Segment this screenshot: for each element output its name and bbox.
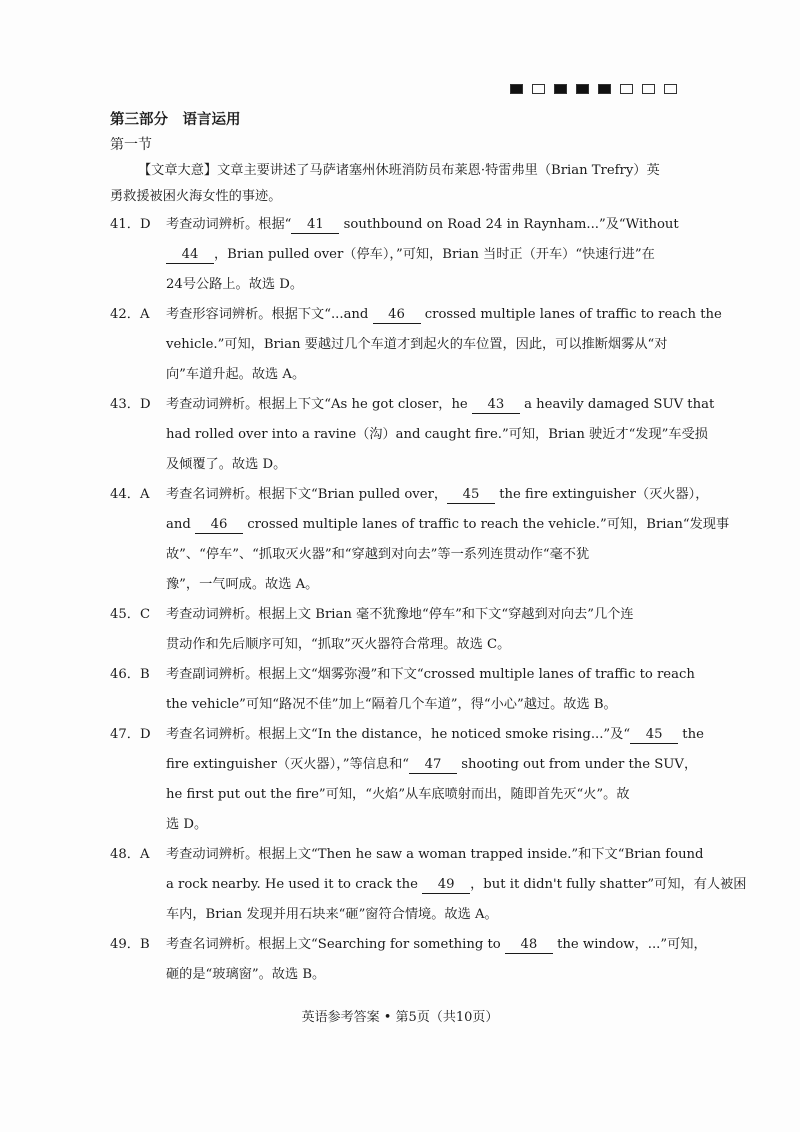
answer-line <box>110 630 692 660</box>
blank-number: 44 <box>166 247 214 264</box>
question-number: 44．A <box>110 487 150 502</box>
explanation-text: 豫”，一气呵成。故选 A。 <box>166 577 319 592</box>
explanation-text: 考查副词辨析。根据上文“烟雾弥漫”和下文“crossed multiple lanes of traffic to reach <box>166 667 695 682</box>
page-footer: 英语参考答案 • 第5页（共10页） <box>301 1010 499 1025</box>
answer-line <box>110 210 692 240</box>
answer-item <box>110 930 707 990</box>
page-progress-marks <box>510 84 677 94</box>
explanation-text: 车内，Brian 发现并用石块来“砸”窗符合情境。故选 A。 <box>166 907 498 922</box>
answer-line <box>110 390 715 420</box>
explanation-text: crossed multiple lanes of traffic to reach the <box>420 307 722 322</box>
explanation-text: shooting out from under the SUV， <box>457 757 698 772</box>
blank-number: 48 <box>505 937 553 954</box>
explanation-text: 24号公路上。故选 D。 <box>166 277 304 292</box>
explanation-text: southbound on Road 24 in Raynham...”及“Without <box>339 217 679 232</box>
article-summary <box>110 158 692 210</box>
explanation-text: ，but it didn't fully shatter”可知，有人被困 <box>470 877 747 892</box>
explanation-text: the vehicle”可知“路况不佳”加上“隔着几个车道”，得“小心”越过。故选 B。 <box>166 697 617 712</box>
filled-square-mark <box>598 84 611 94</box>
question-number: 48．A <box>110 847 150 862</box>
answer-line <box>110 960 692 990</box>
answer-line <box>110 750 698 780</box>
answer-item <box>110 480 730 600</box>
answer-line <box>110 510 730 540</box>
question-number: 42．A <box>110 307 150 322</box>
answer-line <box>110 870 747 900</box>
filled-square-mark <box>510 84 523 94</box>
answer-line <box>110 270 692 300</box>
answer-line <box>110 330 692 360</box>
filled-square-mark <box>554 84 567 94</box>
answer-item <box>110 210 692 300</box>
answer-list <box>110 210 747 990</box>
blank-number: 47 <box>409 757 457 774</box>
explanation-text: 及倾覆了。故选 D。 <box>166 457 287 472</box>
explanation-text: 考查名词辨析。根据上文“In the distance，he noticed smoke rising...”及“ <box>166 727 631 742</box>
blank-number: 45 <box>447 487 495 504</box>
explanation-text: vehicle.”可知，Brian 要越过几个车道才到起火的车位置，因此，可以推断烟雾从“对 <box>166 337 668 352</box>
explanation-text: the window，...”可知， <box>552 937 707 952</box>
explanation-text: had rolled over into a ravine（沟）and caught fire.”可知，Brian 驶近才“发现”车受损 <box>166 427 708 442</box>
question-number: 45．C <box>110 607 151 622</box>
explanation-text: the fire extinguisher（灭火器）， <box>495 487 709 502</box>
answer-line <box>110 840 704 870</box>
answer-line <box>110 450 692 480</box>
answer-item <box>110 660 695 720</box>
explanation-text: 砸的是“玻璃窗”。故选 B。 <box>166 967 326 982</box>
summary-line: 【文章大意】文章主要讲述了马萨诸塞州休班消防员布莱恩·特雷弗里（Brian Trefry）英 <box>138 163 660 178</box>
answer-line <box>110 900 692 930</box>
question-number: 43．D <box>110 397 151 412</box>
answer-line <box>110 600 692 630</box>
explanation-text: the <box>678 727 704 742</box>
empty-square-mark <box>664 84 677 94</box>
empty-square-mark <box>642 84 655 94</box>
answer-line <box>110 780 692 810</box>
explanation-text: and <box>166 517 195 532</box>
explanation-text: 考查动词辨析。根据上文 Brian 毫不犹豫地“停车”和下文“穿越到对向去”几个连 <box>166 607 634 622</box>
question-number: 47．D <box>110 727 151 742</box>
answer-page <box>110 108 747 990</box>
filled-square-mark <box>576 84 589 94</box>
answer-line <box>110 360 692 390</box>
answer-line <box>110 240 692 270</box>
empty-square-mark <box>532 84 545 94</box>
explanation-text: 选 D。 <box>166 817 208 832</box>
explanation-text: 考查形容词辨析。根据下文“...and <box>166 307 373 322</box>
question-number: 46．B <box>110 667 150 682</box>
answer-line <box>110 810 692 840</box>
blank-number: 46 <box>195 517 243 534</box>
explanation-text: 考查动词辨析。根据上文“Then he saw a woman trapped inside.”和下文“Brian found <box>166 847 704 862</box>
answer-line <box>110 300 722 330</box>
subsection-title: 第一节 <box>110 137 152 153</box>
answer-item <box>110 300 722 390</box>
answer-item <box>110 840 747 930</box>
blank-number: 43 <box>472 397 520 414</box>
explanation-text: 考查名词辨析。根据上文“Searching for something to <box>166 937 505 952</box>
answer-item <box>110 390 715 480</box>
answer-line <box>110 690 692 720</box>
answer-item <box>110 600 692 660</box>
answer-line <box>110 540 692 570</box>
blank-number: 49 <box>422 877 470 894</box>
explanation-text: a heavily damaged SUV that <box>519 397 715 412</box>
summary-line: 勇救援被困火海女性的事迹。 <box>110 189 282 204</box>
explanation-text: fire extinguisher（灭火器），”等信息和“ <box>166 757 410 772</box>
blank-number: 46 <box>373 307 421 324</box>
explanation-text: 向”车道升起。故选 A。 <box>166 367 306 382</box>
blank-number: 41 <box>291 217 339 234</box>
explanation-text: 考查动词辨析。根据上下文“As he got closer，he <box>166 397 472 412</box>
explanation-text: crossed multiple lanes of traffic to reach the vehicle.”可知，Brian“发现事 <box>243 517 730 532</box>
answer-line <box>110 720 704 750</box>
explanation-text: 故”、“停车”、“抓取灭火器”和“穿越到对向去”等一系列连贯动作“毫不犹 <box>166 547 590 562</box>
explanation-text: 贯动作和先后顺序可知，“抓取”灭火器符合常理。故选 C。 <box>166 637 511 652</box>
question-number: 41．D <box>110 217 151 232</box>
answer-line <box>110 570 692 600</box>
answer-line <box>110 480 709 510</box>
explanation-text: 考查名词辨析。根据下文“Brian pulled over， <box>166 487 448 502</box>
explanation-text: ，Brian pulled over（停车），”可知，Brian 当时正（开车）“快速行进”在 <box>214 247 655 262</box>
explanation-text: 考查动词辨析。根据“ <box>166 217 292 232</box>
answer-line <box>110 420 708 450</box>
blank-number: 45 <box>630 727 678 744</box>
answer-item <box>110 720 704 840</box>
explanation-text: a rock nearby. He used it to crack the <box>166 877 423 892</box>
section-title: 第三部分 语言运用 <box>110 111 241 128</box>
question-number: 49．B <box>110 937 150 952</box>
empty-square-mark <box>620 84 633 94</box>
explanation-text: he first put out the fire”可知，“火焰”从车底喷射而出，随即首先灭“火”。故 <box>166 787 630 802</box>
answer-line <box>110 930 707 960</box>
answer-line <box>110 660 695 690</box>
